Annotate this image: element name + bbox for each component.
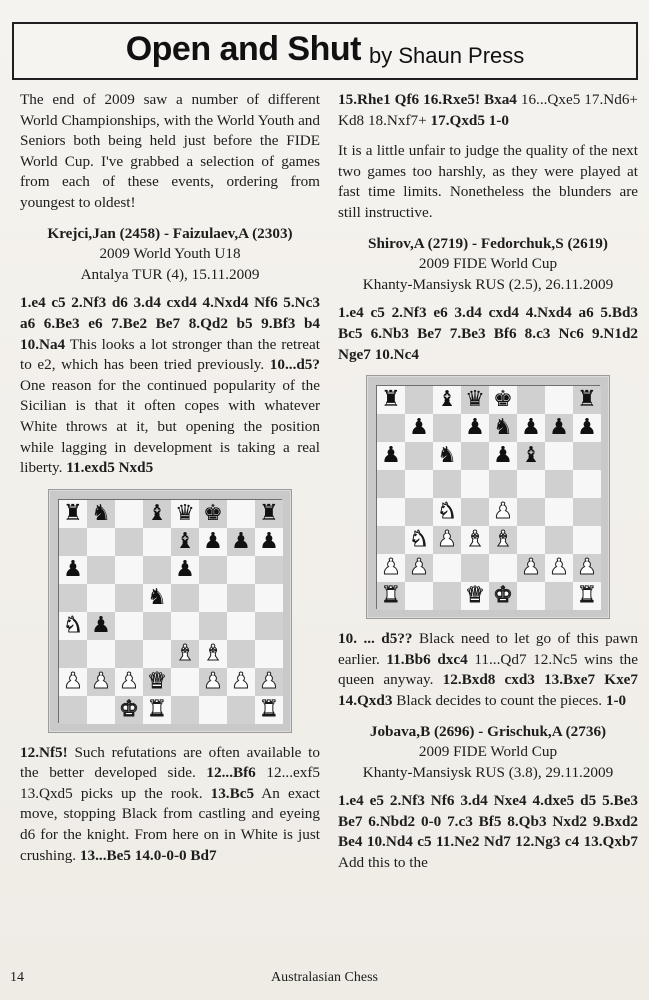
board-square [461,386,489,414]
chess-diagram-1 [48,489,292,733]
chess-board-1 [58,499,282,723]
board-square [405,526,433,554]
board-square [461,582,489,610]
board-square [199,500,227,528]
board-square [517,414,545,442]
board-square [545,582,573,610]
game3-site: Khanty-Mansiysk RUS (3.8), 29.11.2009 [362,763,614,781]
black-pawn-icon: ♟ [63,556,83,582]
white-pawn-icon: ♟ [577,555,597,581]
board-square [545,526,573,554]
black-bishop-icon: ♝ [175,528,195,554]
black-rook-icon: ♜ [577,387,597,413]
board-square [545,442,573,470]
board-square [115,668,143,696]
board-square [59,696,87,724]
transition-note: It is a little unfair to judge the quality of the next two games too harshly, as they were played at fast time limits. Nonetheless the blunders are still instructive. [338,142,638,221]
board-square [545,470,573,498]
board-square [489,386,517,414]
board-square [59,668,87,696]
black-pawn-icon: ♟ [409,415,429,441]
board-square [171,528,199,556]
game2-players: Shirov,A (2719) - Fedorchuk,S (2619) [368,234,608,252]
board-square [171,500,199,528]
white-pawn-icon: ♟ [119,668,139,694]
board-square [433,526,461,554]
board-square [573,526,601,554]
black-bishop-icon: ♝ [147,500,167,526]
board-square [59,584,87,612]
page-number: 14 [10,970,24,985]
board-square [255,556,283,584]
board-square [461,470,489,498]
board-square [199,612,227,640]
board-square [461,554,489,582]
board-square [517,470,545,498]
board-square [255,612,283,640]
board-square [405,414,433,442]
white-rook-icon: ♜ [577,583,597,609]
board-square [489,582,517,610]
board-square [461,498,489,526]
board-square [517,526,545,554]
board-square [377,386,405,414]
board-square [377,470,405,498]
board-square [255,640,283,668]
board-square [405,386,433,414]
board-square [517,582,545,610]
board-square [377,554,405,582]
board-square [227,556,255,584]
black-pawn-icon: ♟ [203,528,223,554]
game2-site: Khanty-Mansiysk RUS (2.5), 26.11.2009 [362,275,614,293]
white-pawn-icon: ♟ [203,668,223,694]
white-queen-icon: ♛ [147,668,167,694]
board-square [171,584,199,612]
board-square [171,668,199,696]
board-square [143,612,171,640]
board-square [517,554,545,582]
board-square [545,386,573,414]
white-rook-icon: ♜ [259,696,279,722]
board-square [143,668,171,696]
board-square [115,556,143,584]
board-square [59,640,87,668]
board-square [227,528,255,556]
chess-board-2 [376,385,600,609]
board-square [171,640,199,668]
game3-players: Jobava,B (2696) - Grischuk,A (2736) [369,722,607,740]
board-square [143,584,171,612]
board-square [573,498,601,526]
black-rook-icon: ♜ [63,500,83,526]
board-square [377,526,405,554]
white-queen-icon: ♛ [465,583,485,609]
black-pawn-icon: ♟ [259,528,279,554]
black-queen-icon: ♛ [175,500,195,526]
board-square [377,498,405,526]
white-pawn-icon: ♟ [381,555,401,581]
white-rook-icon: ♜ [381,583,401,609]
board-square [115,696,143,724]
board-square [199,584,227,612]
black-bishop-icon: ♝ [521,443,541,469]
black-pawn-icon: ♟ [549,415,569,441]
black-knight-icon: ♞ [91,500,111,526]
board-square [461,442,489,470]
board-square [433,498,461,526]
white-pawn-icon: ♟ [493,499,513,525]
black-pawn-icon: ♟ [231,528,251,554]
board-square [199,640,227,668]
black-pawn-icon: ♟ [577,415,597,441]
board-square [489,554,517,582]
black-rook-icon: ♜ [259,500,279,526]
board-square [115,500,143,528]
board-square [87,584,115,612]
board-square [255,584,283,612]
white-pawn-icon: ♟ [63,668,83,694]
board-square [87,668,115,696]
board-square [573,554,601,582]
board-square [227,612,255,640]
white-knight-icon: ♞ [437,499,457,525]
board-square [517,442,545,470]
board-square [255,528,283,556]
board-square [87,640,115,668]
board-square [489,470,517,498]
board-square [545,498,573,526]
game3-event: 2009 FIDE World Cup [418,743,558,761]
board-square [433,470,461,498]
black-king-icon: ♚ [203,500,223,526]
board-square [199,556,227,584]
board-square [171,612,199,640]
black-pawn-icon: ♟ [175,556,195,582]
board-square [545,414,573,442]
board-square [143,556,171,584]
board-square [255,500,283,528]
board-square [433,442,461,470]
black-pawn-icon: ♟ [521,415,541,441]
board-square [433,554,461,582]
black-rook-icon: ♜ [381,387,401,413]
board-square [115,528,143,556]
white-pawn-icon: ♟ [231,668,251,694]
board-square [405,470,433,498]
board-square [199,528,227,556]
game1-moves: 1.e4 c5 2.Nf3 d6 3.d4 cxd4 4.Nxd4 Nf6 5.Nc3 a6 6.Be3 e6 7.Be2 Be7 8.Qd2 b5 9.Bf3 b4 10.Na4 This looks a lot stronger than the retreat to e2, which has been tried previously. 10...d5? One reason for the continued popularity of the Sicilian is that it often copes with whatever White throws at it, but opening the position while lagging in development is taking a real liberty. 11.exd5 Nxd5 [20,294,320,477]
black-knight-icon: ♞ [437,443,457,469]
board-square [489,526,517,554]
board-square [573,582,601,610]
article-byline: by Shaun Press [368,43,525,68]
board-square [227,696,255,724]
board-square [143,696,171,724]
board-square [255,668,283,696]
board-square [489,414,517,442]
white-pawn-icon: ♟ [259,668,279,694]
white-bishop-icon: ♝ [175,640,195,666]
board-square [143,528,171,556]
board-square [405,582,433,610]
game1-event: 2009 World Youth U18 [99,245,241,263]
black-pawn-icon: ♟ [381,443,401,469]
article-title: Open and Shut [125,30,361,68]
board-square [433,386,461,414]
board-square [517,498,545,526]
white-pawn-icon: ♟ [549,555,569,581]
board-square [573,386,601,414]
board-square [545,554,573,582]
white-pawn-icon: ♟ [409,555,429,581]
board-square [59,612,87,640]
white-pawn-icon: ♟ [521,555,541,581]
game2-event: 2009 FIDE World Cup [418,255,558,273]
board-square [433,582,461,610]
game1-site: Antalya TUR (4), 15.11.2009 [80,265,260,283]
white-rook-icon: ♜ [147,696,167,722]
black-bishop-icon: ♝ [437,387,457,413]
board-square [87,500,115,528]
board-square [255,696,283,724]
chess-diagram-2 [366,375,610,619]
white-king-icon: ♚ [119,696,139,722]
board-square [87,556,115,584]
white-knight-icon: ♞ [409,527,429,553]
board-square [143,500,171,528]
game2-moves: 1.e4 c5 2.Nf3 e6 3.d4 cxd4 4.Nxd4 a6 5.Bd3 Bc5 6.Nb3 Be7 7.Be3 Bf6 8.c3 Nc6 9.N1d2 Nge7 10.Nc4 [338,304,638,363]
board-square [573,470,601,498]
game2-continuation: 10. ... d5?? Black need to let go of this pawn earlier. 11.Bb6 dxc4 11...Qd7 12.Nc5 wins the queen anyway. 12.Bxd8 cxd3 13.Bxe7 Kxe7 14.Qxd3 Black decides to count the pieces. 1-0 [338,630,638,709]
board-square [573,414,601,442]
black-pawn-icon: ♟ [465,415,485,441]
board-square [227,500,255,528]
board-square [489,442,517,470]
board-square [405,554,433,582]
board-square [171,696,199,724]
right-column [338,90,638,884]
board-square [489,498,517,526]
board-square [143,640,171,668]
board-square [59,500,87,528]
white-bishop-icon: ♝ [465,527,485,553]
black-pawn-icon: ♟ [493,443,513,469]
board-square [115,584,143,612]
black-king-icon: ♚ [493,387,513,413]
board-square [87,528,115,556]
board-square [405,442,433,470]
board-square [199,696,227,724]
board-square [461,414,489,442]
board-square [115,640,143,668]
white-pawn-icon: ♟ [437,527,457,553]
board-square [199,668,227,696]
board-square [377,414,405,442]
board-square [115,612,143,640]
left-column [20,90,320,876]
board-square [59,528,87,556]
board-square [377,582,405,610]
board-square [171,556,199,584]
black-knight-icon: ♞ [493,415,513,441]
white-bishop-icon: ♝ [493,527,513,553]
game3-moves: 1.e4 e5 2.Nf3 Nf6 3.d4 Nxe4 4.dxe5 d5 5.Be3 Be7 6.Nbd2 0-0 7.c3 Bf5 8.Qb3 Nxd2 9.Bxd2 Be4 10.Nd4 c5 11.Ne2 Nd7 12.Ng3 c4 13.Qxb7 Add this to the [338,792,638,872]
board-square [87,696,115,724]
black-queen-icon: ♛ [465,387,485,413]
article-title-box [12,22,638,80]
game1-players: Krejci,Jan (2458) - Faizulaev,A (2303) [47,224,293,242]
board-square [517,386,545,414]
white-pawn-icon: ♟ [91,668,111,694]
board-square [433,414,461,442]
board-square [573,442,601,470]
board-square [377,442,405,470]
board-square [59,556,87,584]
game1-ending: 15.Rhe1 Qf6 16.Rxe5! Bxa4 16...Qxe5 17.Nd6+ Kd8 18.Nxf7+ 17.Qxd5 1-0 [338,91,638,129]
board-square [227,668,255,696]
board-square [227,640,255,668]
board-square [405,498,433,526]
game1-continuation: 12.Nf5! Such refutations are often available to the better developed side. 12...Bf6 12...exf5 13.Qxd5 picks up the rook. 13.Bc5 An exact move, stopping Black from castling and eyeing d6 for the knight. From here on in White is just crushing. 13...Be5 14.0-0-0 Bd7 [20,743,320,864]
white-bishop-icon: ♝ [203,640,223,666]
board-square [87,612,115,640]
black-pawn-icon: ♟ [91,612,111,638]
white-king-icon: ♚ [493,583,513,609]
white-knight-icon: ♞ [63,612,83,638]
board-square [227,584,255,612]
intro-paragraph: The end of 2009 saw a number of different World Championships, with the World Youth and Seniors both being held just before the FIDE World Cup. I've grabbed a selection of games from each of these events, ordering from youngest to oldest! [20,91,320,211]
publication-name: Australasian Chess [271,970,378,985]
board-square [461,526,489,554]
black-knight-icon: ♞ [147,584,167,610]
